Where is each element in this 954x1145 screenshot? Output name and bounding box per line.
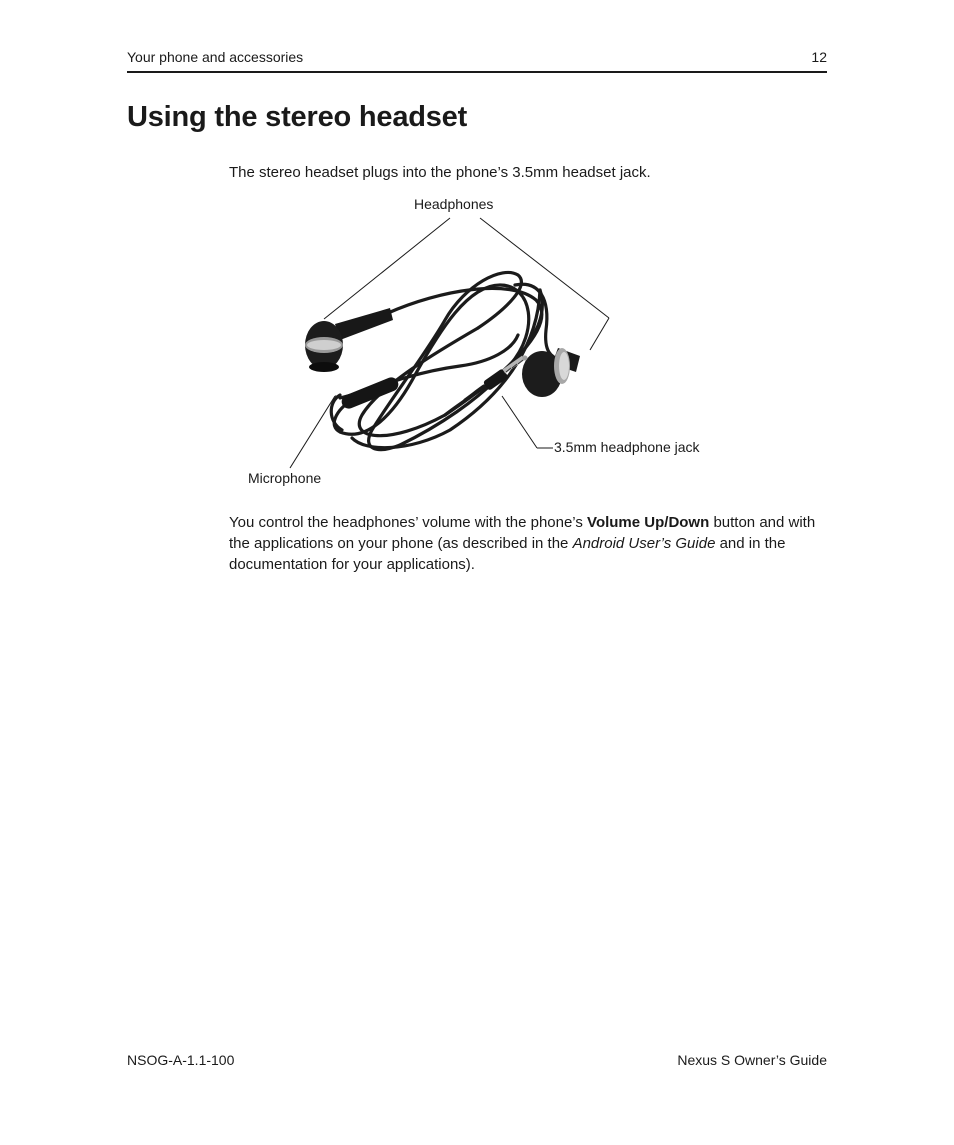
headset-figure [240, 190, 720, 495]
document-id: NSOG-A-1.1-100 [127, 1052, 235, 1068]
left-earbud [305, 308, 393, 372]
headphones-label: Headphones [414, 196, 494, 212]
volume-text-part3: and in the documentation for your applications). [229, 535, 786, 573]
running-header [127, 49, 827, 73]
volume-text-part2: button and with the applications on your phone (as described in the [229, 514, 816, 552]
volume-button-term: Volume Up/Down [587, 514, 710, 531]
volume-paragraph [229, 512, 829, 575]
volume-text-part1: You control the headphones’ volume with the phone’s [229, 514, 588, 531]
right-earbud [522, 348, 580, 397]
guide-title: Nexus S Owner’s Guide [677, 1052, 827, 1068]
jack-label: 3.5mm headphone jack [554, 439, 700, 455]
intro-paragraph: The stereo headset plugs into the phone’s 3.5mm headset jack. [229, 164, 651, 181]
page-title: Using the stereo headset [127, 101, 468, 133]
headphone-jack [483, 356, 528, 391]
microphone-label: Microphone [248, 470, 322, 486]
section-title: Your phone and accessories [127, 49, 304, 65]
user-guide-reference: Android User’s Guide [572, 535, 716, 552]
page-number: 12 [811, 49, 827, 65]
